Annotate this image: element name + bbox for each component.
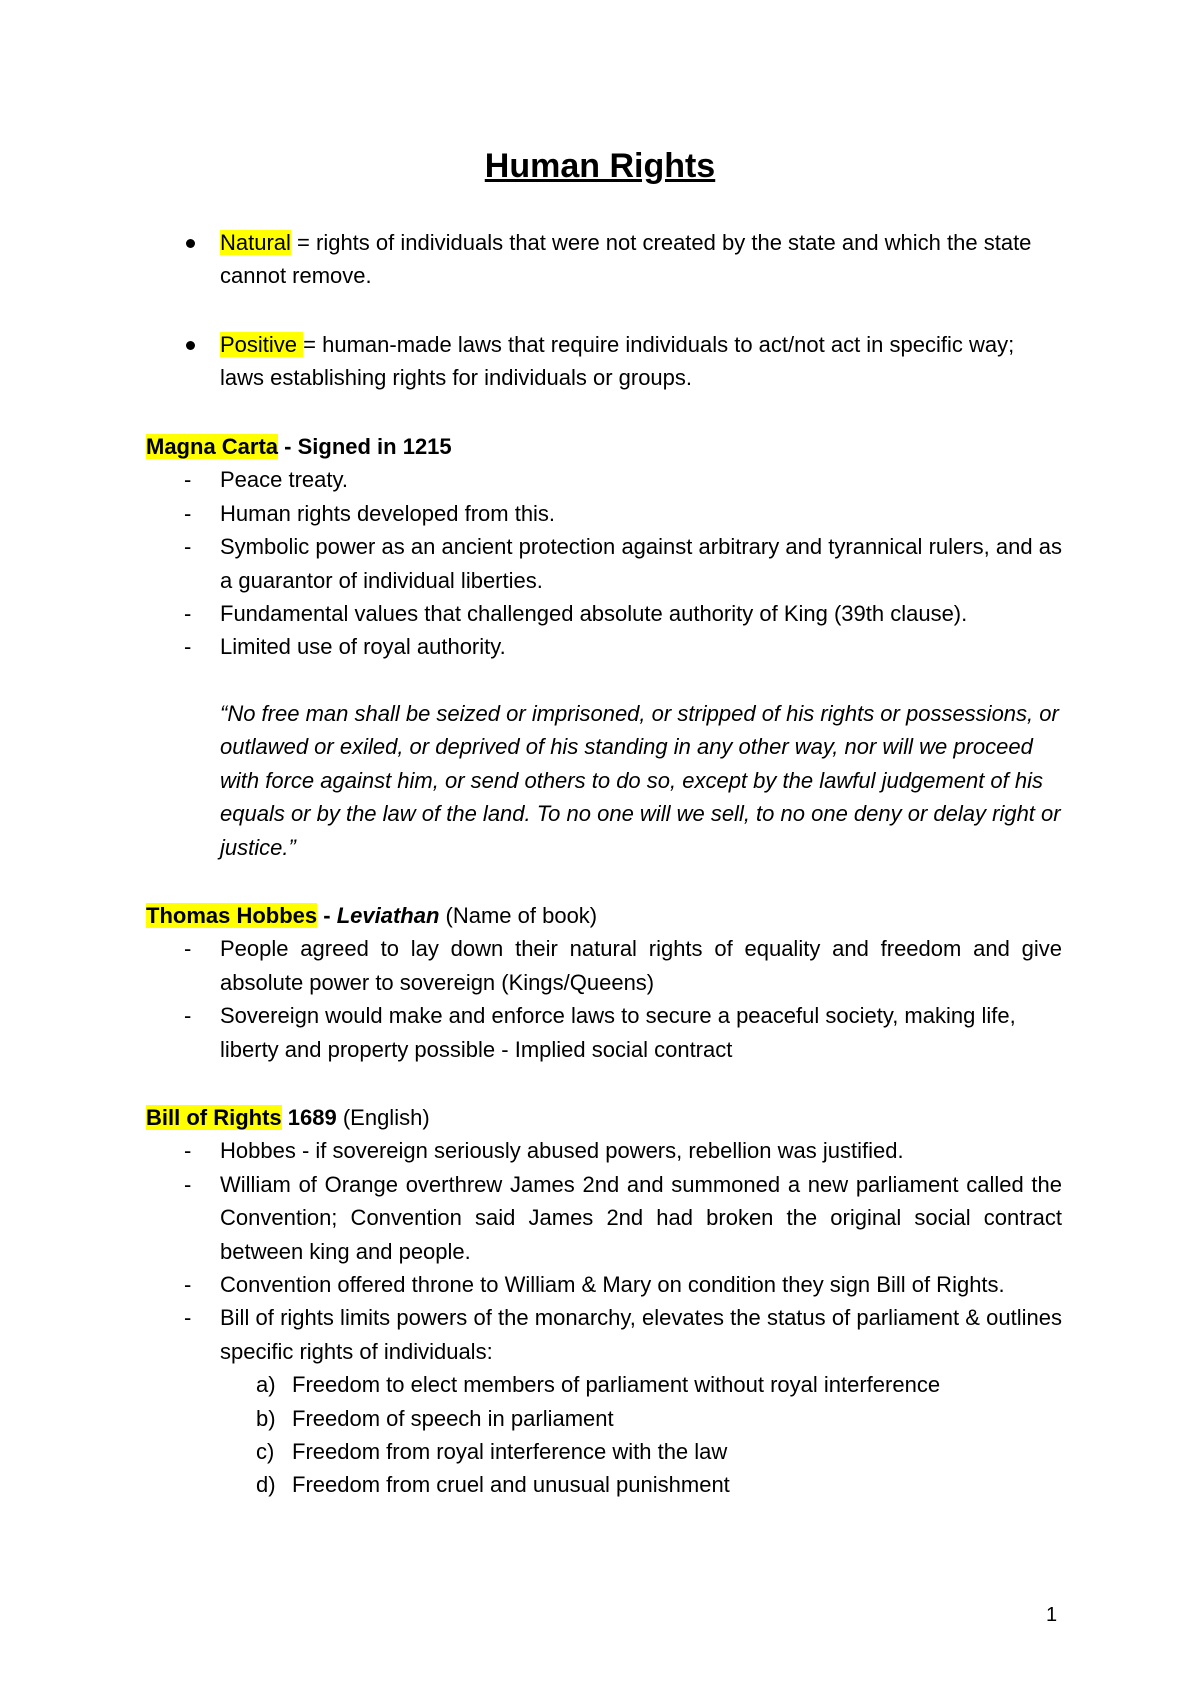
sub-list-item: b) Freedom of speech in parliament: [256, 1405, 614, 1431]
list-item: - Bill of rights limits powers of the monarchy, elevates the status of parliament & outlines specific rights of individuals:: [184, 1305, 1062, 1364]
list-item: - Symbolic power as an ancient protection against arbitrary and tyrannical rulers, and as a guarantor of individual liberties.: [184, 534, 1062, 593]
definitions-list: [0, 226, 1200, 293]
list-item: - Hobbes - if sovereign seriously abused powers, rebellion was justified.: [184, 1138, 904, 1164]
bullet-icon: [186, 239, 195, 248]
section-thomas-hobbes: [0, 899, 1200, 1066]
bullet-icon: [186, 341, 195, 350]
section-heading: Thomas Hobbes - Leviathan (Name of book): [146, 903, 598, 928]
sub-list-item: d) Freedom from cruel and unusual punishment: [256, 1472, 730, 1498]
list-item: - Convention offered throne to William & Mary on condition they sign Bill of Rights.: [184, 1272, 1005, 1298]
section-heading: Magna Carta - Signed in 1215: [146, 434, 452, 459]
list-item: [0, 328, 1200, 395]
quote-text: “No free man shall be seized or imprisoned, or stripped of his rights or possessions, or outlawed or exiled, or deprived of his standing in any other way, nor will we proceed with force against him, or send others to do so, except by the lawful judgement of his equals or by the law of the land. To no one will we sell, to no one deny or delay right or justice.”: [220, 701, 1061, 860]
list-item: - Sovereign would make and enforce laws to secure a peaceful society, making life, liberty and property possible - Implied social contract: [184, 1003, 1016, 1062]
term-natural: Natural: [220, 230, 291, 255]
section-magna-carta: [0, 430, 1200, 664]
list-item: [0, 226, 1200, 293]
definition-text: = human-made laws that require individuals to act/not act in specific way; laws establishing rights for individuals or groups.: [220, 332, 1015, 391]
list-item: - Peace treaty.: [184, 467, 348, 493]
list-item: - People agreed to lay down their natural rights of equality and freedom and give absolute power to sovereign (Kings/Queens): [184, 936, 1062, 995]
list-item: - William of Orange overthrew James 2nd and summoned a new parliament called the Convention; Convention said James 2nd had broken the original social contract between king and people.: [184, 1171, 1062, 1264]
list-item: - Fundamental values that challenged absolute authority of King (39th clause).: [184, 601, 968, 627]
list-item: - Human rights developed from this.: [184, 500, 556, 526]
sub-list-item: a) Freedom to elect members of parliament without royal interference: [256, 1372, 941, 1398]
section-bill-of-rights: [0, 1101, 1200, 1502]
definitions-list-2: [0, 328, 1200, 395]
page-number: 1: [1046, 1604, 1058, 1626]
page-title: Human Rights: [484, 147, 716, 185]
list-item: - Limited use of royal authority.: [184, 634, 506, 660]
term-positive: Positive: [220, 332, 304, 357]
section-heading: Bill of Rights 1689 (English): [146, 1105, 430, 1130]
sub-list-item: c) Freedom from royal interference with the law: [256, 1439, 728, 1465]
definition-text: = rights of individuals that were not created by the state and which the state cannot remove.: [220, 230, 1032, 289]
magna-carta-quote: [0, 697, 1200, 864]
